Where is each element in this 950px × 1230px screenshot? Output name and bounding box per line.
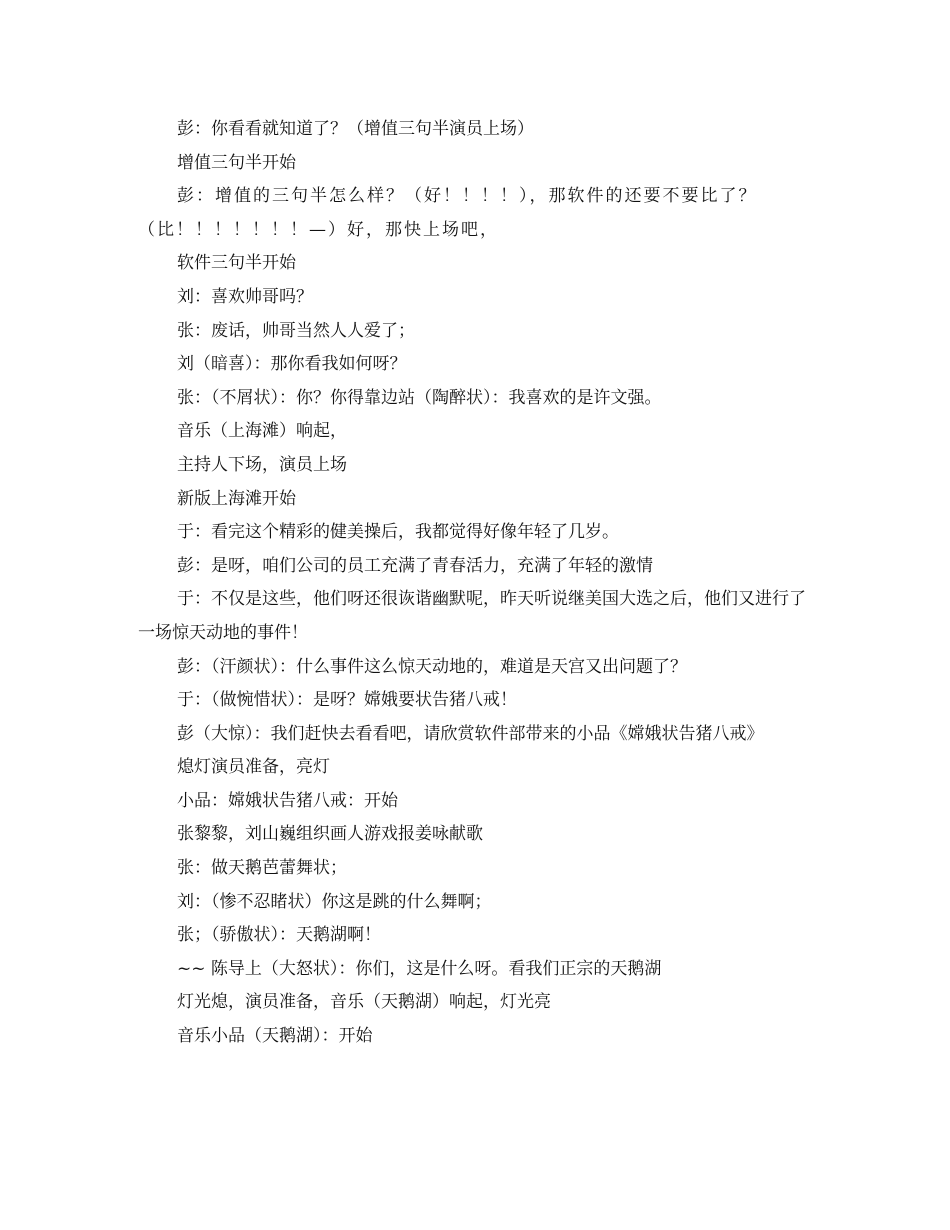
paragraph: 新版上海滩开始 [177,488,296,509]
paragraph: 张；（骄傲状）：天鹅湖啊！ [177,925,381,946]
paragraph: 主持人下场，演员上场 [177,454,347,475]
paragraph: 音乐小品（天鹅湖）：开始 [177,1026,373,1047]
paragraph: 张黎黎，刘山巍组织画人游戏报姜咏献歌 [177,824,483,845]
paragraph: 音乐（上海滩）响起， [177,421,347,442]
paragraph: 熄灯演员准备，亮灯 [177,757,330,778]
paragraph: 于：（做惋惜状）：是呀？嫦娥要状告猪八戒！ [177,690,517,711]
paragraph: 彭（大惊）：我们赶快去看看吧，请欣赏软件部带来的小品《嫦娥状告猪八戒》 [177,723,764,744]
paragraph: 刘：（惨不忍睹状）你这是跳的什么舞啊； [177,891,492,912]
paragraph: 张：（不屑状）：你？你得靠边站（陶醉状）：我喜欢的是许文强。 [177,387,662,408]
paragraph: 灯光熄，演员准备，音乐（天鹅湖）响起，灯光亮 [177,992,551,1013]
document-body [138,113,818,1054]
paragraph: 小品：嫦娥状告猪八戒：开始 [177,790,398,811]
paragraph: 张：做天鹅芭蕾舞状； [177,858,347,879]
paragraph: 彭：是呀，咱们公司的员工充满了青春活力，充满了年轻的激情 [177,555,653,576]
paragraph: ~~ 陈导上（大怒状）：你们，这是什么呀。看我们正宗的天鹅湖 [177,958,662,979]
paragraph: 于：看完这个精彩的健美操后，我都觉得好像年轻了几岁。 [177,522,619,543]
paragraph: 软件三句半开始 [177,253,296,274]
paragraph: 彭：你看看就知道了？（增值三句半演员上场） [177,119,534,139]
paragraph: 彭：增值的三句半怎么样？（好！！！！），那软件的还要不要比了？（比！！！！！！！—）好，那快上场吧， [138,186,758,240]
paragraph: 刘：喜欢帅哥吗？ [177,286,313,307]
paragraph: 于：不仅是这些，他们呀还很诙谐幽默呢，昨天听说继美国大选之后，他们又进行了一场惊天动地的事件！ [138,589,806,643]
paragraph: 增值三句半开始 [177,152,296,173]
paragraph: 张：废话，帅哥当然人人爱了； [177,320,415,341]
paragraph: 刘（暗喜）：那你看我如何呀？ [177,354,407,375]
paragraph: 彭：（汗颜状）：什么事件这么惊天动地的，难道是天宫又出问题了？ [177,656,687,677]
